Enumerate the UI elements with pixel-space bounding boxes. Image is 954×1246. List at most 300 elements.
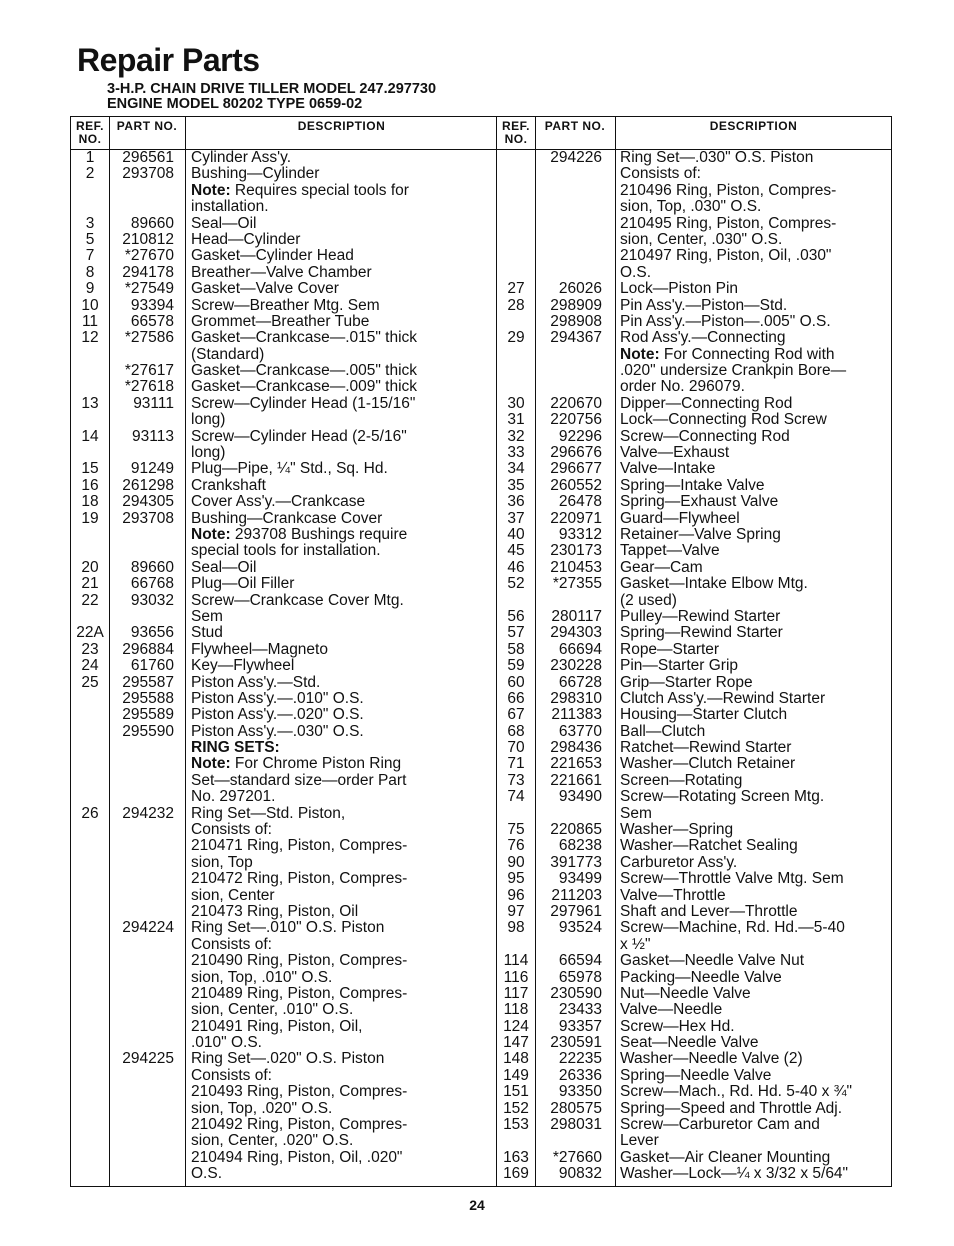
ref-number: 31 [507, 411, 525, 429]
part-no-header: PART NO. [544, 119, 606, 133]
ref-number: 13 [81, 394, 99, 412]
part-description: Flywheel—Magneto [191, 640, 328, 658]
description-header: DESCRIPTION [297, 119, 386, 133]
part-description: Guard—Flywheel [620, 509, 740, 527]
table-row [497, 445, 891, 461]
part-number: 221653 [550, 755, 602, 773]
table-row [71, 576, 496, 592]
part-description: (2 used) [620, 591, 677, 609]
part-number: 391773 [550, 853, 602, 871]
ref-number: 117 [503, 984, 529, 1002]
part-description: 210473 Ring, Piston, Oil [191, 902, 359, 920]
part-description: Key—Flywheel [191, 657, 295, 675]
table-row [71, 363, 496, 379]
ref-number: 66 [507, 689, 525, 707]
part-description: Screw—Mach., Rd. Hd. 5-40 x ¾" [620, 1083, 853, 1101]
ref-number: 73 [507, 771, 525, 789]
table-row [497, 183, 891, 199]
table-row [497, 1002, 891, 1018]
part-number: 65978 [558, 968, 602, 986]
part-description: Gasket—Crankcase—.005" thick [191, 362, 418, 380]
table-row [71, 347, 496, 363]
part-number: 91249 [130, 460, 174, 478]
part-description: x ½" [620, 935, 651, 953]
part-number: 61760 [130, 657, 174, 675]
part-description: Ring Set—.010" O.S. Piston [191, 919, 385, 937]
table-row [497, 658, 891, 674]
table-row [497, 199, 891, 215]
part-description: Set—standard size—order Part [191, 771, 407, 789]
table-row [497, 232, 891, 248]
table-row [497, 527, 891, 543]
part-number: 210812 [122, 230, 174, 248]
part-number: *27670 [124, 247, 174, 265]
part-description: Washer—Needle Valve (2) [620, 1050, 803, 1068]
part-number: 93350 [558, 1083, 602, 1101]
ref-number: 169 [503, 1165, 529, 1183]
table-row [497, 298, 891, 314]
part-number: 230173 [550, 542, 602, 560]
table-row [497, 937, 891, 953]
ref-number: 9 [85, 280, 95, 298]
part-description: Consists of: [191, 935, 272, 953]
part-number: 26336 [558, 1066, 602, 1084]
table-row [71, 494, 496, 510]
ref-number: 22A [76, 624, 104, 642]
part-description: sion, Top [191, 853, 253, 871]
table-row [71, 281, 496, 297]
part-description: Washer—Ratchet Sealing [620, 837, 798, 855]
ref-number: 60 [507, 673, 525, 691]
part-description: Consists of: [191, 1066, 272, 1084]
table-row [71, 724, 496, 740]
table-row [497, 838, 891, 854]
ref-number: 2 [85, 165, 95, 183]
table-row [71, 888, 496, 904]
ref-number: 36 [507, 493, 525, 511]
part-description: O.S. [620, 263, 652, 281]
ref-number: 118 [503, 1001, 529, 1019]
part-description: Ratchet—Rewind Starter [620, 739, 792, 757]
part-description: Note: 293708 Bushings require [191, 525, 408, 543]
ref-number: 147 [503, 1034, 529, 1052]
table-row [71, 1101, 496, 1117]
ref-number: 24 [81, 657, 99, 675]
part-description: Valve—Throttle [620, 886, 726, 904]
table-row [71, 773, 496, 789]
part-number: *27660 [552, 1148, 602, 1166]
part-number: 93357 [558, 1017, 602, 1035]
part-description: 210491 Ring, Piston, Oil, [191, 1017, 363, 1035]
ref-number: 26 [81, 804, 99, 822]
part-description: sion, Center, .030" O.S. [620, 230, 783, 248]
part-description: 210494 Ring, Piston, Oil, .020" [191, 1148, 403, 1166]
part-description: Gasket—Intake Elbow Mtg. [620, 575, 808, 593]
table-row [497, 1019, 891, 1035]
ref-number: 58 [507, 640, 525, 658]
part-number: 296561 [122, 149, 174, 166]
ref-number: 74 [507, 788, 525, 806]
ref-number: 18 [81, 493, 99, 511]
part-description: Washer—Lock—¼ x 3/32 x 5/64" [620, 1165, 849, 1183]
part-description: installation. [191, 198, 269, 216]
part-description: Washer—Clutch Retainer [620, 755, 796, 773]
part-description: Plug—Oil Filler [191, 575, 295, 593]
part-description: sion, Top, .030" O.S. [620, 198, 762, 216]
table-row [497, 461, 891, 477]
ref-number: 34 [507, 460, 525, 478]
table-row [71, 461, 496, 477]
table-row [71, 1051, 496, 1067]
part-description: Head—Cylinder [191, 230, 301, 248]
part-number: *27617 [124, 362, 174, 380]
part-description: Stud [191, 624, 223, 642]
part-number: 294178 [122, 263, 174, 281]
part-description: sion, Center [191, 886, 275, 904]
description-header: DESCRIPTION [709, 119, 798, 133]
part-description: Crankshaft [191, 476, 266, 494]
table-row [497, 494, 891, 510]
part-number: *27355 [552, 575, 602, 593]
part-description: Nut—Needle Valve [620, 984, 751, 1002]
part-number: 211203 [551, 886, 602, 904]
table-row [71, 1068, 496, 1084]
part-description: Plug—Pipe, ¼" Std., Sq. Hd. [191, 460, 388, 478]
ref-number: 8 [85, 263, 95, 281]
ref-number: 95 [507, 870, 525, 888]
part-number: 211383 [551, 706, 602, 724]
part-description: 210496 Ring, Piston, Compres- [620, 181, 837, 199]
part-number: 89660 [130, 558, 174, 576]
table-row [497, 642, 891, 658]
part-number: 280117 [551, 607, 602, 625]
part-description: Gear—Cam [620, 558, 703, 576]
ref-number: 30 [507, 394, 525, 412]
part-number: 295588 [122, 689, 174, 707]
part-number: 93312 [558, 525, 602, 543]
part-number: 63770 [558, 722, 602, 740]
table-row [71, 429, 496, 445]
part-description: Spring—Speed and Throttle Adj. [620, 1099, 843, 1117]
table-row [497, 1117, 891, 1133]
part-number: 230228 [550, 657, 602, 675]
table-row [71, 806, 496, 822]
table-row [497, 855, 891, 871]
part-description: Shaft and Lever—Throttle [620, 902, 798, 920]
part-description: sion, Top, .010" O.S. [191, 968, 333, 986]
table-row [497, 986, 891, 1002]
table-row [71, 920, 496, 936]
part-description: sion, Center, .020" O.S. [191, 1132, 354, 1150]
table-row [71, 593, 496, 609]
table-row [71, 445, 496, 461]
part-description: long) [191, 411, 226, 429]
part-description: Screw—Cylinder Head (2-5/16" [191, 427, 407, 445]
table-row [71, 330, 496, 346]
part-number: 66594 [558, 952, 602, 970]
part-description: Seal—Oil [191, 214, 257, 232]
table-row [71, 1150, 496, 1166]
part-description: .020" undersize Crankpin Bore— [620, 362, 847, 380]
part-description: Note: For Chrome Piston Ring [191, 755, 402, 773]
part-description: 210490 Ring, Piston, Compres- [191, 952, 408, 970]
part-description: Pin Ass'y.—Piston—Std. [620, 296, 788, 314]
part-description: Ring Set—Std. Piston, [191, 804, 346, 822]
page-title: Repair Parts [77, 42, 260, 78]
part-description: Spring—Needle Valve [620, 1066, 772, 1084]
table-row [497, 1035, 891, 1051]
parts-rows-right [497, 150, 891, 1183]
part-description: Note: For Connecting Rod with [620, 345, 835, 363]
part-number: 66768 [130, 575, 174, 593]
part-description: Piston Ass'y.—Std. [191, 673, 321, 691]
part-description: 210471 Ring, Piston, Compres- [191, 837, 408, 855]
ref-number: 15 [81, 460, 99, 478]
table-row [497, 1166, 891, 1182]
part-description: Lever [620, 1132, 659, 1150]
ref-number: 35 [507, 476, 525, 494]
part-number: 220865 [550, 821, 602, 839]
part-description: Screen—Rotating [620, 771, 743, 789]
part-number: 22235 [558, 1050, 602, 1068]
table-row [497, 1101, 891, 1117]
part-description: Screw—Breather Mtg. Sem [191, 296, 380, 314]
table-row [71, 986, 496, 1002]
ref-number: 90 [507, 853, 525, 871]
ref-number: 25 [81, 673, 99, 691]
table-row [71, 379, 496, 395]
table-row [71, 937, 496, 953]
part-number: 93394 [130, 296, 174, 314]
part-number: 294226 [550, 149, 602, 166]
ref-number: 7 [85, 247, 95, 265]
parts-table-right [497, 116, 892, 1187]
part-number: 294232 [122, 804, 174, 822]
table-row [497, 314, 891, 330]
part-description: Consists of: [620, 165, 701, 183]
part-description: Carburetor Ass'y. [620, 853, 738, 871]
table-row [71, 642, 496, 658]
part-number: *27586 [124, 329, 174, 347]
table-row [497, 904, 891, 920]
table-row [71, 838, 496, 854]
parts-table-left [70, 116, 497, 1187]
part-description: Screw—Connecting Rod [620, 427, 790, 445]
part-description: special tools for installation. [191, 542, 381, 560]
part-description: (Standard) [191, 345, 265, 363]
ref-number: 22 [81, 591, 99, 609]
part-number: 298310 [550, 689, 602, 707]
ref-number: 12 [81, 329, 99, 347]
ref-number: 114 [503, 952, 529, 970]
ref-number: 116 [503, 968, 529, 986]
part-number: 294303 [550, 624, 602, 642]
ref-number: 21 [81, 575, 99, 593]
table-row [71, 412, 496, 428]
part-number: 230590 [550, 984, 602, 1002]
part-number: 297961 [550, 902, 602, 920]
table-row [71, 478, 496, 494]
part-number: *27549 [124, 280, 174, 298]
table-row [71, 609, 496, 625]
part-description: Retainer—Valve Spring [620, 525, 781, 543]
part-description: Gasket—Crankcase—.015" thick [191, 329, 418, 347]
ref-number: 3 [85, 214, 95, 232]
part-description: Valve—Intake [620, 460, 716, 478]
part-description: Pin Ass'y.—Piston—.005" O.S. [620, 312, 831, 330]
ref-number: 96 [507, 886, 525, 904]
table-row [497, 806, 891, 822]
ref-number: 1 [85, 149, 95, 166]
table-row [497, 166, 891, 182]
part-description: Housing—Starter Clutch [620, 706, 788, 724]
table-row [497, 970, 891, 986]
part-description: 210497 Ring, Piston, Oil, .030" [620, 247, 832, 265]
ref-number: 57 [507, 624, 525, 642]
ref-number: 75 [507, 821, 525, 839]
engine-model-line: ENGINE MODEL 80202 TYPE 0659-02 [107, 96, 363, 112]
table-row [497, 379, 891, 395]
part-number: 294367 [550, 329, 602, 347]
part-description: Bushing—Crankcase Cover [191, 509, 383, 527]
part-description: Dipper—Connecting Rod [620, 394, 793, 412]
table-row [71, 970, 496, 986]
part-number: 280575 [550, 1099, 602, 1117]
part-description: sion, Center, .010" O.S. [191, 1001, 354, 1019]
table-row [71, 904, 496, 920]
table-row [497, 330, 891, 346]
table-row [497, 1084, 891, 1100]
part-number: 298031 [550, 1116, 602, 1134]
part-description: Lock—Connecting Rod Screw [620, 411, 827, 429]
part-number: 93490 [558, 788, 602, 806]
part-description: Cylinder Ass'y. [191, 149, 292, 166]
part-number: 66578 [130, 312, 174, 330]
part-description: RING SETS: [191, 739, 280, 757]
part-number: 296676 [550, 444, 602, 462]
part-description: Screw—Crankcase Cover Mtg. [191, 591, 404, 609]
table-row [71, 1002, 496, 1018]
table-row [71, 1084, 496, 1100]
table-row [497, 871, 891, 887]
part-number: 68238 [558, 837, 602, 855]
table-row [71, 183, 496, 199]
part-description: Pin—Starter Grip [620, 657, 739, 675]
part-number: 210453 [550, 558, 602, 576]
table-row [71, 1019, 496, 1035]
ref-number: 148 [503, 1050, 529, 1068]
part-description: Consists of: [191, 821, 272, 839]
part-description: 210472 Ring, Piston, Compres- [191, 870, 408, 888]
part-description: Screw—Carburetor Cam and [620, 1116, 820, 1134]
part-number: 296677 [550, 460, 602, 478]
part-description: Rod Ass'y.—Connecting [620, 329, 786, 347]
table-row [497, 265, 891, 281]
ref-number: 37 [507, 509, 525, 527]
ref-number: 97 [507, 902, 525, 920]
table-row [71, 707, 496, 723]
table-row [71, 1117, 496, 1133]
table-row [71, 511, 496, 527]
table-row [497, 609, 891, 625]
ref-number: 124 [503, 1017, 529, 1035]
part-description: Piston Ass'y.—.020" O.S. [191, 706, 364, 724]
part-number: 66728 [558, 673, 602, 691]
part-description: Spring—Exhaust Valve [620, 493, 779, 511]
table-row [497, 511, 891, 527]
table-row [71, 298, 496, 314]
table-row [497, 707, 891, 723]
table-row [497, 756, 891, 772]
ref-number: 19 [81, 509, 99, 527]
part-description: Piston Ass'y.—.010" O.S. [191, 689, 364, 707]
part-number: 298908 [550, 312, 602, 330]
ref-number: 70 [507, 739, 525, 757]
part-description: long) [191, 444, 226, 462]
model-line: 3-H.P. CHAIN DRIVE TILLER MODEL 247.297730 [107, 81, 437, 97]
table-row [71, 1035, 496, 1051]
part-description: Grip—Starter Rope [620, 673, 753, 691]
part-description: Sem [620, 804, 652, 822]
table-row [497, 1150, 891, 1166]
table-row [71, 740, 496, 756]
ref-number: 5 [85, 230, 95, 248]
part-number: 293708 [122, 509, 174, 527]
part-number: 260552 [550, 476, 602, 494]
table-row [71, 789, 496, 805]
table-row [497, 888, 891, 904]
table-row [71, 265, 496, 281]
ref-number: 10 [81, 296, 99, 314]
part-number: 220756 [550, 411, 602, 429]
table-row [497, 396, 891, 412]
part-description: Grommet—Breather Tube [191, 312, 370, 330]
table-row [497, 789, 891, 805]
table-row [497, 560, 891, 576]
table-row [497, 1068, 891, 1084]
ref-number: 67 [507, 706, 525, 724]
part-description: Washer—Spring [620, 821, 734, 839]
ref-number: 29 [507, 329, 525, 347]
table-row [71, 675, 496, 691]
part-number: 295587 [122, 673, 174, 691]
ref-number: 27 [507, 280, 525, 298]
part-description: Spring—Rewind Starter [620, 624, 783, 642]
table-row [497, 543, 891, 559]
part-description: Seal—Oil [191, 558, 257, 576]
part-description: order No. 296079. [620, 378, 745, 396]
part-description: Gasket—Air Cleaner Mounting [620, 1148, 831, 1166]
table-row [71, 953, 496, 969]
part-number: 294224 [122, 919, 174, 937]
table-row [71, 822, 496, 838]
table-row [497, 691, 891, 707]
part-number: 293708 [122, 165, 174, 183]
table-row [497, 281, 891, 297]
table-row [71, 560, 496, 576]
table-row [71, 199, 496, 215]
part-description: Ring Set—.020" O.S. Piston [191, 1050, 385, 1068]
ref-number: 23 [81, 640, 99, 658]
ref-number: 20 [81, 558, 99, 576]
part-no-header: PART NO. [116, 119, 178, 133]
ref-number: 46 [507, 558, 525, 576]
part-description: Ring Set—.030" O.S. Piston [620, 149, 814, 166]
table-row [497, 773, 891, 789]
table-row [497, 347, 891, 363]
part-number: 93032 [130, 591, 174, 609]
part-description: No. 297201. [191, 788, 276, 806]
